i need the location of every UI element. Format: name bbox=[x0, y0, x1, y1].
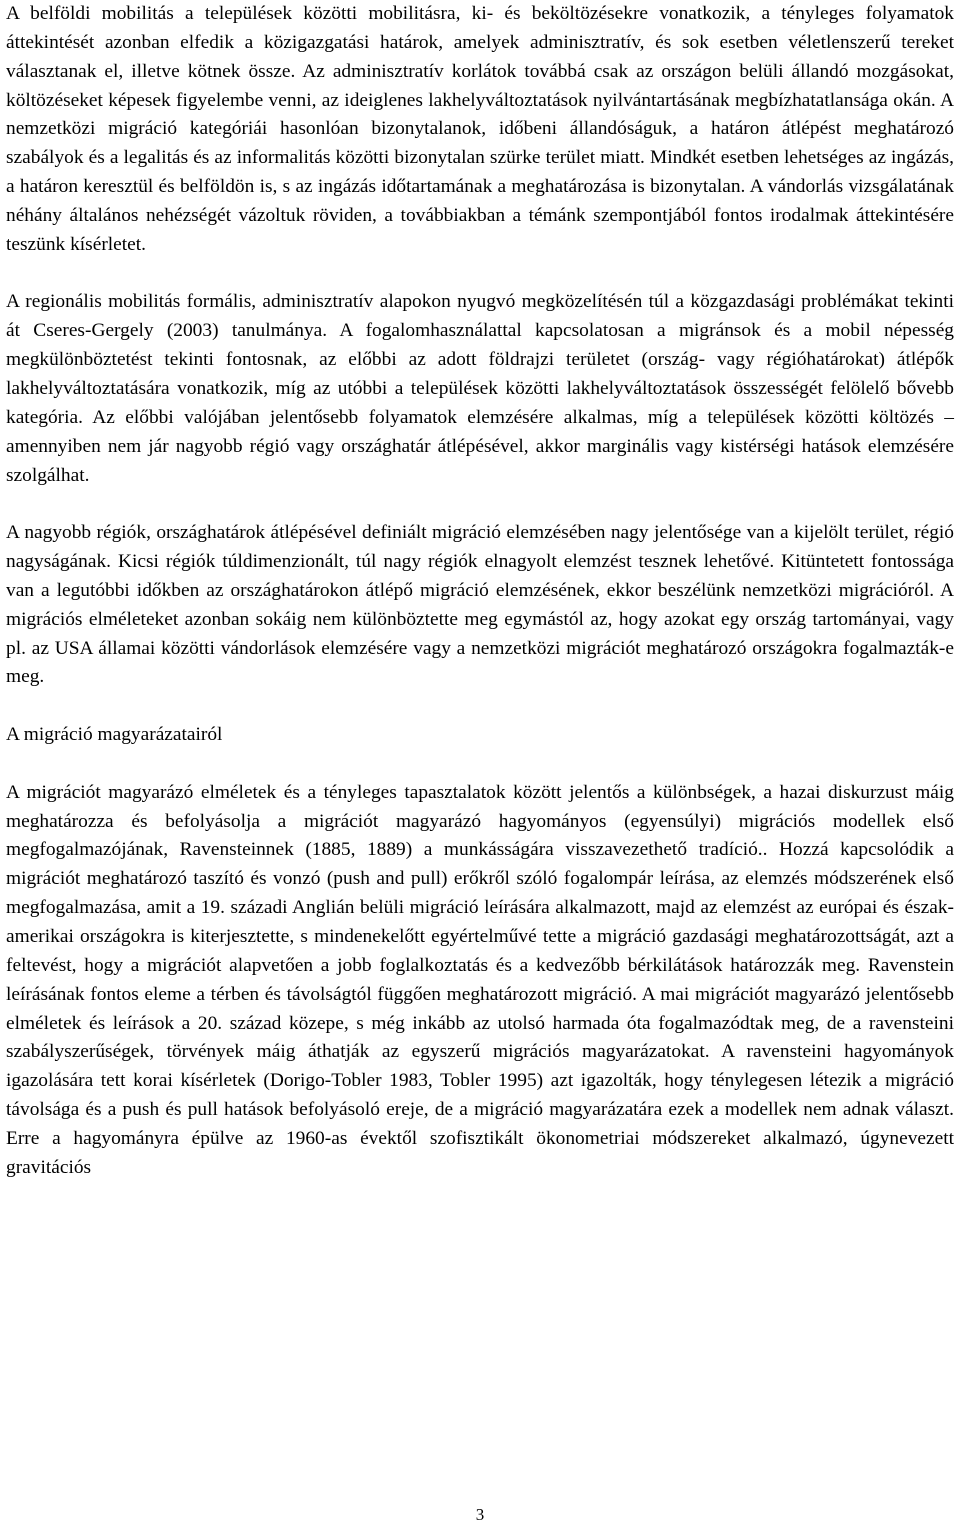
page-number: 3 bbox=[475, 1505, 485, 1524]
paragraph-regional-mobility: A regionális mobilitás formális, adminisztratív alapokon nyugvó megközelítésén túl a közgazdasági problémákat tekinti át Cseres-Gergely (2003) tanulmánya. A fogalomhasználattal kapcsolatosan a migránsok és a mobil népesség megkülönböztetést tekinti fontosnak, az előbbi az adott földrajzi területet (ország- vagy régióhatárokat) átlépők lakhelyváltoztatására vonatkozik, míg az utóbbi a települések közötti lakhelyváltoztatások összességét felölelő bővebb kategória. Az előbbi valójában jelentősebb folyamatok elemzésére alkalmas, míg a települések közötti költözés – amennyiben nem jár nagyobb régió vagy országhatár átlépésével, akkor marginális vagy kistérségi hatások elemzésére szolgálhat. bbox=[6, 291, 954, 486]
section-heading: A migráció magyarázatairól bbox=[6, 724, 223, 746]
page-content bbox=[6, 0, 954, 1183]
paragraph-domestic-mobility: A belföldi mobilitás a települések közötti mobilitásra, ki- és beköltözésekre vonatkozik, a tényleges folyamatok áttekintését azonban elfedik a közigazgatási határok, amelyek adminisztratív, és sok esetben véletlenszerű tereket választanak el, illetve kötnek össze. Az adminisztratív korlátok továbbá csak az országon belüli állandó mozgásokat, költözéseket képesek figyelembe venni, az ideiglenes lakhelyváltoztatások nyilvántartásának megbízhatatlansága okán. A nemzetközi migráció kategóriái hasonlóan bizonytalanok, időbeni állandóságuk, a határon átlépést meghatározó szabályok és a legalitás és az informalitás közötti bizonytalan szürke terület miatt. Mindkét esetben lehetséges az ingázás, a határon keresztül és belföldön is, s az ingázás időtartamának a meghatározása is bizonytalan. A vándorlás vizsgálatának néhány általános nehézségét vázoltuk röviden, a továbbiakban a témánk szempontjából fontos irodalmak áttekintésére teszünk kísérletet. bbox=[6, 3, 954, 255]
paragraph-international-migration: A nagyobb régiók, országhatárok átlépésével definiált migráció elemzésében nagy jelentősége van a kijelölt terület, régió nagyságának. Kicsi régiók túldimenzionált, túl nagy régiók elnagyolt elemzést tesznek lehetővé. Kitüntetett fontossága van a legutóbbi időkben az országhatárokon átlépő migráció elemzésének, ekkor beszélünk nemzetközi migrációról. A migrációs elméleteket azonban sokáig nem különböztette meg egymástól az, hogy azokat egy ország tartományai, vagy pl. az USA államai közötti vándorlások elemzésére vagy a nemzetközi migrációt meghatározó országokra fogalmazták-e meg. bbox=[6, 522, 954, 688]
paragraph-migration-explanations: A migrációt magyarázó elméletek és a tényleges tapasztalatok között jelentős a különbségek, a hazai diskurzust máig meghatározza és befolyásolja a migrációt magyarázó hagyományos (egyensúlyi) migrációs modellek első megfogalmazójának, Ravensteinnek (1885, 1889) a munkásságára visszavezethető tradíció.. Hozzá kapcsolódik a migrációt meghatározó taszító és vonzó (push and pull) erőkről szóló fogalompár leírása, az elemzés módszerének első megfogalmazása, amit a 19. századi Anglián belüli migráció leírására alkalmazott, majd az elemzést az európai és észak-amerikai országokra is kiterjesztette, s mindenekelőtt egyértelművé tette a migráció gazdasági meghatározottságát, azt a feltevést, hogy a migrációt alapvetően a jobb foglalkoztatás és a kedvezőbb bérkilátások határozzák meg. Ravenstein leírásának fontos eleme a térben és távolságtól függően meghatározott migráció. A mai migrációt magyarázó jelentősebb elméletek és leírások a 20. század közepe, s még inkább az utolsó harmada óta fogalmazódtak meg, de a ravensteini szabályszerűségek, törvények máig áthatják az egyszerű migrációs magyarázatokat. A ravensteini hagyományok igazolására tett korai kísérletek (Dorigo-Tobler 1983, Tobler 1995) azt igazolták, hogy ténylegesen létezik a migráció távolsága és a push és pull hatások befolyásoló ereje, de a migráció magyarázatára ezek a modellek nem adnak választ. Erre a hagyományra épülve az 1960-as évektől szofisztikált ökonometriai módszereket alkalmazó, úgynevezett gravitációs bbox=[6, 781, 954, 1178]
